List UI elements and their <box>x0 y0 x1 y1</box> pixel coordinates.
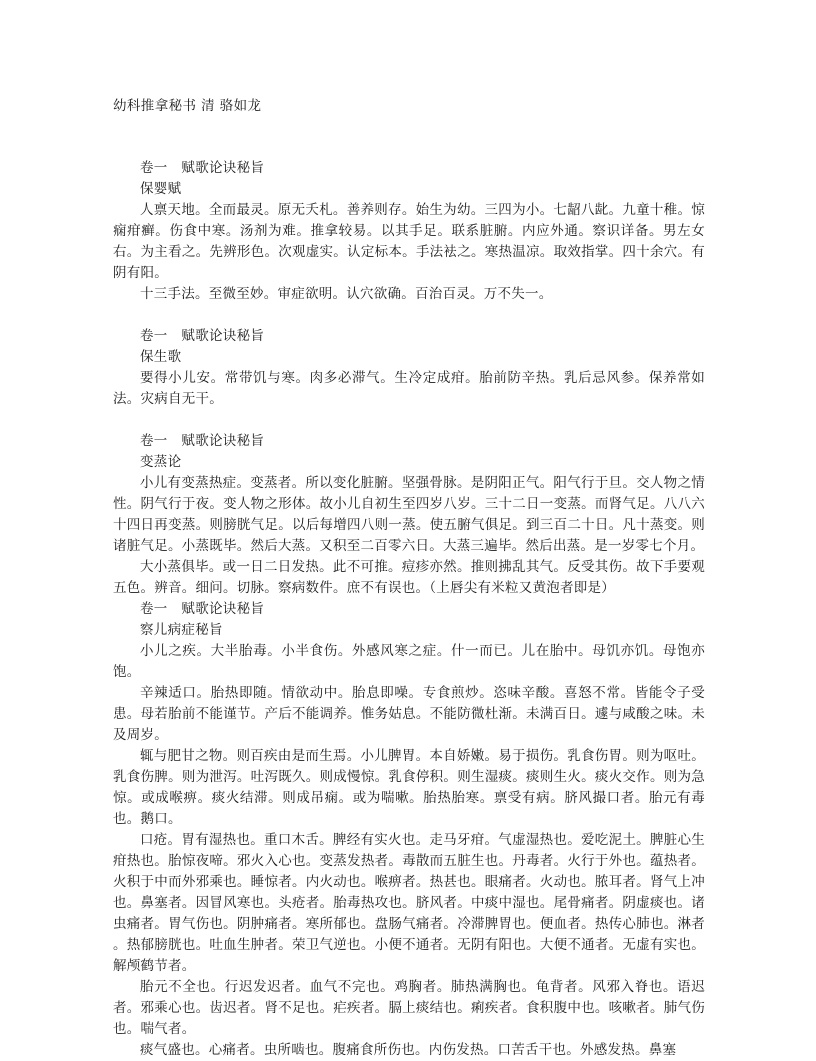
section-heading: 卷一 赋歌论诀秘旨 <box>140 328 265 344</box>
section-spacer <box>113 305 705 326</box>
paragraph: 要得小儿安。常带饥与寒。肉多必滞气。生冷定成疳。胎前防辛热。乳后忌风参。保养常如法。灾病自无干。 <box>113 370 705 407</box>
paragraph: 小儿之疾。大半胎毒。小半食伤。外感风寒之症。什一而已。儿在胎中。母饥亦饥。母饱亦饱。 <box>113 643 705 680</box>
paragraph: 辛辣适口。胎热即随。情欲动中。胎息即噪。专食煎炒。恣味辛酸。喜怒不常。皆能令子受患。母若胎前不能谨节。产后不能调养。惟务姑息。不能防微杜渐。未满百日。遽与咸酸之味。未及周岁。 <box>113 685 705 743</box>
paragraph: 胎元不全也。行迟发迟者。血气不完也。鸡胸者。肺热满胸也。龟背者。风邪入脊也。语迟者。邪乘心也。齿迟者。肾不足也。疟疾者。膈上痰结也。痢疾者。食积腹中也。咳嗽者。肺气伤也。喘气者。 <box>113 979 705 1037</box>
section-subheading: 保生歌 <box>140 349 182 365</box>
section-subheading: 变蒸论 <box>140 454 182 470</box>
paragraph: 痰气盛也。心痛者。虫所啮也。腹痛食所伤也。内伤发热。口苦舌干也。外感发热。鼻塞 <box>140 1042 677 1058</box>
section-baoyingfu <box>113 158 705 305</box>
section-subheading: 保婴赋 <box>140 181 182 197</box>
paragraph: 大小蒸俱毕。或一日二日发热。此不可推。痘疹亦然。推则拂乱其气。反受其伤。故下手要观五色。辨音。细问。切脉。察病数件。庶不有误也。（上唇尖有米粒又黄泡者即是） <box>113 559 705 596</box>
page-content <box>113 96 705 1061</box>
paragraph: 小儿有变蒸热症。变蒸者。所以变化脏腑。坚强骨脉。是阴阳正气。阳气行于旦。交人物之情性。阴气行于夜。变人物之形体。故小儿自初生至四岁八岁。三十二日一变蒸。而肾气足。八八六十四日再变蒸。则膀胱气足。以后每增四八则一蒸。使五腑气俱足。到三百二十日。凡十蒸变。则诸脏气足。小蒸既毕。然后大蒸。又积至二百零六日。大蒸三遍毕。然后出蒸。是一岁零七个月。 <box>113 475 705 554</box>
section-heading: 卷一 赋歌论诀秘旨 <box>140 160 265 176</box>
section-bianzhenglun <box>113 431 705 599</box>
section-heading: 卷一 赋歌论诀秘旨 <box>140 433 265 449</box>
section-subheading: 察儿病症秘旨 <box>140 622 223 638</box>
section-baoshengge <box>113 326 705 410</box>
paragraph: 口疮。胃有湿热也。重口木舌。脾经有实火也。走马牙疳。气虚湿热也。爱吃泥土。脾脏心生疳热也。胎惊夜啼。邪火入心也。变蒸发热者。毒散而五脏生也。丹毒者。火行于外也。蕴热者。火积于中而外邪乘也。睡惊者。内火动也。喉痹者。热甚也。眼痛者。火动也。脓耳者。肾气上冲也。鼻塞者。因冒风寒也。头疮者。胎毒热攻也。脐风者。中痰中湿也。尾骨痛者。阴虚痰也。诸虫痛者。胃气伤也。阴肿痛者。寒所郁也。盘肠气痛者。冷滞脾胃也。便血者。热传心肺也。淋者 。热郁膀胱也。吐血生肿者。荣卫气逆也。小便不通者。无阴有阳也。大便不通者。无虚有实也。解颅鹤节者。 <box>113 832 705 974</box>
section-spacer <box>113 410 705 431</box>
paragraph: 人禀天地。全而最灵。原无夭札。善养则存。始生为幼。三四为小。七龆八龀。九童十稚。惊痫疳癣。伤食中寒。汤剂为难。推拿较易。以其手足。联系脏腑。内应外通。察识详备。男左女右。为主看之。先辨形色。次观虚实。认定标本。手法袪之。寒热温凉。取效指掌。四十余穴。有阴有阳。 <box>113 202 705 281</box>
section-chaerbingzhengmizhi <box>113 599 705 1061</box>
title-spacer <box>113 116 705 158</box>
paragraph: 十三手法。至微至妙。审症欲明。认穴欲确。百治百灵。万不失一。 <box>140 286 553 302</box>
document-title: 幼科推拿秘书 清 骆如龙 <box>113 98 262 114</box>
section-heading: 卷一 赋歌论诀秘旨 <box>140 601 265 617</box>
paragraph: 辄与肥甘之物。则百疾由是而生焉。小儿脾胃。本自娇嫩。易于损伤。乳食伤胃。则为呕吐。乳食伤脾。则为泄泻。吐泻既久。则成慢惊。乳食停积。则生湿痰。痰则生火。痰火交作。则为急惊。或成喉痹。痰火结滞。则成吊痫。或为喘嗽。胎热胎寒。禀受有病。脐风撮口者。胎元有毒也。鹅口。 <box>113 748 705 827</box>
